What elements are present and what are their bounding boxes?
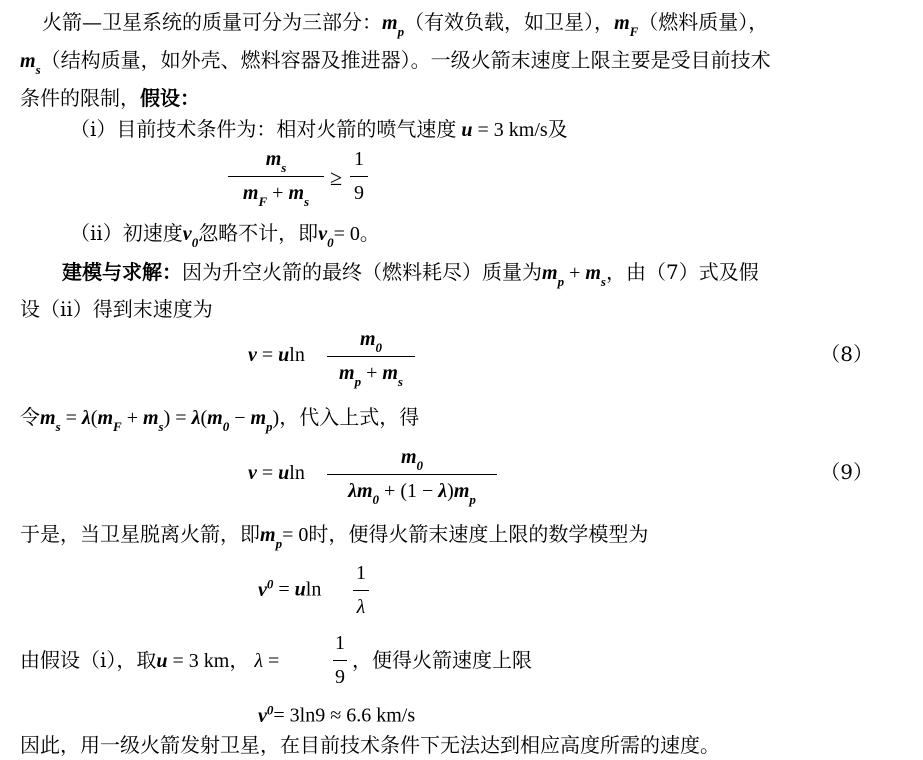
- assumption-1-tail: 及: [547, 117, 568, 141]
- final-mass-expr: $m_p + m_s$: [542, 262, 606, 289]
- mass-ratio-fraction: $m_s$ $m_F + m_s$: [228, 148, 324, 208]
- para1-line2: [20, 48, 771, 77]
- eq9-lhs: v = uln: [248, 462, 305, 484]
- m-f-symbol: $m_F$: [614, 12, 639, 39]
- eq8-fraction: $m_0$ $m_p + m_s$: [327, 328, 415, 390]
- para1-text-b: （有效负载，如卫星），: [404, 10, 615, 34]
- v0-symbol: $v_0$: [182, 223, 199, 250]
- para1-text-d: （结构质量，如外壳、燃料容器及推进器）。一级火箭末速度上限主要是受目前技术: [40, 48, 771, 72]
- assumption-1-text: （i）目前技术条件为：相对火箭的喷气速度: [70, 117, 457, 141]
- modeling-line2: 设（ii）得到末速度为: [20, 297, 213, 321]
- one-over-lambda-fraction: 1 λ: [353, 562, 369, 622]
- m-p-symbol: $m_p$: [382, 12, 405, 39]
- satellite-eq: = 0: [282, 524, 309, 546]
- assumption-1-value: = 3 km/s: [477, 119, 548, 141]
- satellite-post: 时，便得火箭末速度上限的数学模型为: [308, 522, 649, 546]
- let-line: [20, 405, 420, 434]
- modeling-text: 因为升空火箭的最终（燃料耗尽）质量为: [182, 260, 542, 284]
- satellite-pre: 于是，当卫星脱离火箭，即: [20, 522, 260, 546]
- v0-symbol-2: $v_0$: [318, 223, 334, 250]
- satellite-line: [20, 522, 649, 551]
- take-post: ，便得火箭速度上限: [352, 648, 532, 672]
- para1-line1: [42, 10, 769, 39]
- v0-model-lhs: $v^0 = uln$: [258, 576, 322, 601]
- result-value: = 3ln9 ≈ 6.6 km/s: [273, 704, 416, 727]
- let-pre: 令: [20, 405, 40, 429]
- eq9-number: （9）: [820, 460, 873, 484]
- assumption-2-end: 。: [359, 221, 380, 245]
- assumption-2: [70, 221, 380, 250]
- take-pre: 由假设（i），取: [20, 648, 157, 672]
- para1-text-e: 条件的限制，: [20, 86, 140, 110]
- let-post: ，代入上式，得: [279, 405, 420, 429]
- modeling-heading: 建模与求解：: [62, 260, 182, 284]
- geq-sign: ≥: [330, 165, 343, 190]
- assumption-heading: 假设：: [140, 86, 200, 110]
- modeling-tail: ，由（7）式及假: [605, 260, 759, 284]
- result-line: $v^0= 3\ln 9 \approx 6.6$ km/s: [258, 702, 416, 727]
- para1-line3: [20, 88, 200, 108]
- assumption-2-mid: 忽略不计，即: [198, 221, 319, 245]
- lambda-substitution: $m_s = \lambda(m_F + m_s) = \lambda(m_0 - m_p)$: [40, 407, 280, 434]
- take-u-value: = 3 km: [172, 650, 230, 672]
- para1-text-c: （燃料质量），: [638, 10, 769, 34]
- eq8-lhs: v = uln: [248, 344, 305, 366]
- m-p-symbol-2: $m_p$: [260, 524, 283, 551]
- lambda-symbol: λ: [254, 650, 264, 672]
- m-s-symbol: $m_s$: [20, 50, 41, 77]
- para1-text-a: 火箭—卫星系统的质量可分为三部分：: [42, 10, 382, 34]
- u-symbol-2: u: [156, 650, 173, 672]
- assumption-2-text: （ii）初速度: [70, 221, 183, 245]
- assumption-1: [70, 119, 568, 140]
- eq9-fraction: $m_0$ $\lambda m_0 + (1 - \lambda)m_p$: [327, 446, 497, 508]
- lambda-value-fraction: 1 9: [335, 632, 345, 688]
- conclusion-line: 因此，用一级火箭发射卫星，在目前技术条件下无法达到相应高度所需的速度。: [20, 733, 720, 757]
- take-line: 由假设（i），取u = 3 km， λ =: [20, 648, 280, 672]
- assumption-2-value: = 0: [333, 223, 360, 245]
- eq8-number: （8）: [820, 342, 873, 366]
- u-symbol: u: [456, 119, 478, 141]
- one-ninth-fraction: 1 9: [350, 148, 368, 208]
- modeling-line1: [62, 260, 759, 289]
